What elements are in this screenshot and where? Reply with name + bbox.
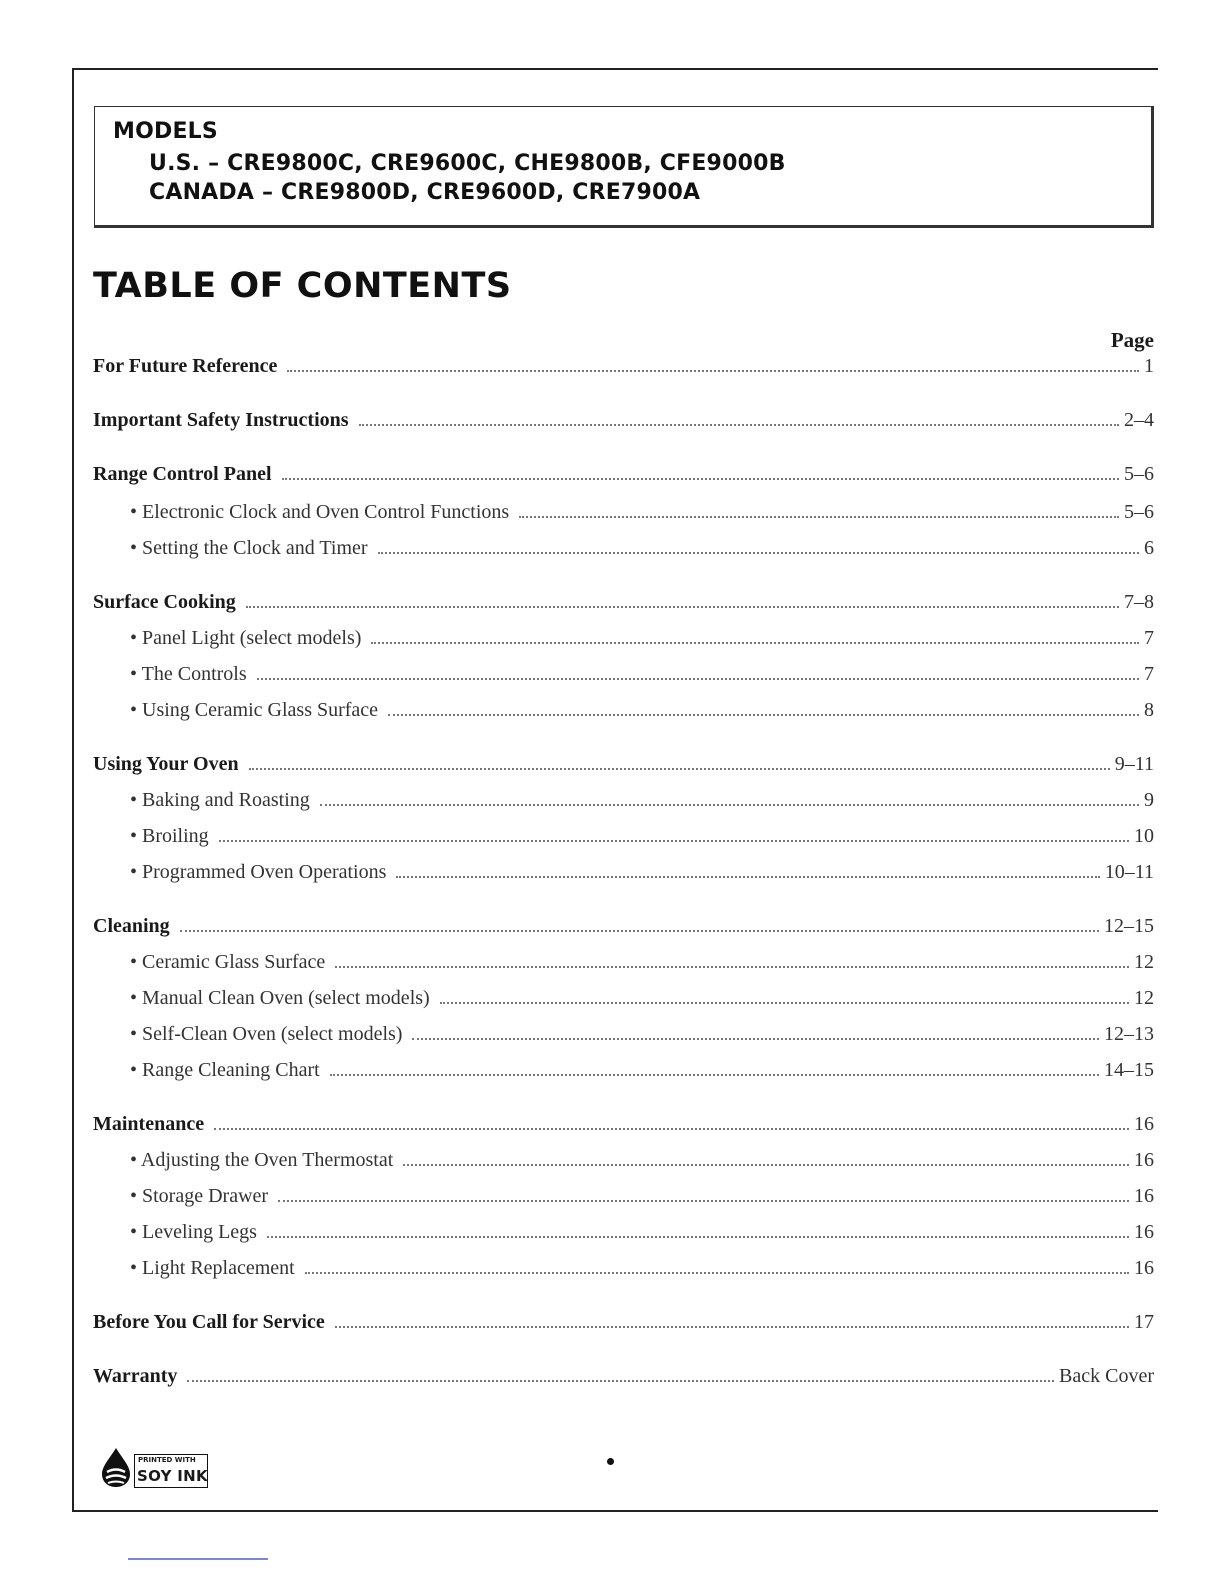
dot-leader xyxy=(246,606,1119,608)
toc-entry-label: Before You Call for Service xyxy=(93,1311,325,1333)
dot-leader xyxy=(287,370,1139,372)
toc-entry-label: • Ceramic Glass Surface xyxy=(130,951,326,973)
toc-entry-label: Warranty xyxy=(93,1365,178,1387)
dot-leader xyxy=(257,678,1139,680)
page-marker-dot xyxy=(607,1458,614,1465)
toc-entry-page: 2–4 xyxy=(1124,409,1154,431)
toc-entry-label: Maintenance xyxy=(93,1113,205,1135)
toc-entry-page: 5–6 xyxy=(1124,501,1154,523)
toc-entry-page: 8 xyxy=(1144,699,1154,721)
toc-entry-label: • Adjusting the Oven Thermostat xyxy=(130,1149,394,1171)
models-us-line: U.S. – CRE9800C, CRE9600C, CHE9800B, CFE9000B xyxy=(149,151,786,176)
toc-subentry-row xyxy=(130,818,1154,848)
soy-ink-top-label: PRINTED WITH xyxy=(138,1456,196,1464)
toc-subentry-row xyxy=(130,692,1154,722)
toc-section-row xyxy=(93,1106,1154,1136)
toc-section-row xyxy=(93,456,1154,486)
toc-subentry-row xyxy=(130,1214,1154,1244)
dot-leader xyxy=(335,966,1129,968)
toc-entry-label: • Electronic Clock and Oven Control Functions xyxy=(130,501,510,523)
dot-leader xyxy=(305,1272,1129,1274)
toc-entry-page: 12–13 xyxy=(1104,1023,1154,1045)
models-heading: MODELS xyxy=(113,119,218,144)
toc-entry-label: • Self-Clean Oven (select models) xyxy=(130,1023,403,1045)
dot-leader xyxy=(378,552,1139,554)
toc-entry-page: 6 xyxy=(1144,537,1154,559)
toc-entry-page: 7 xyxy=(1144,663,1154,685)
toc-subentry-row xyxy=(130,530,1154,560)
dot-leader xyxy=(335,1326,1129,1328)
dot-leader xyxy=(278,1200,1129,1202)
toc-entry-page: 12 xyxy=(1134,951,1154,973)
dot-leader xyxy=(519,516,1119,518)
dot-leader xyxy=(214,1128,1129,1130)
toc-subentry-row xyxy=(130,782,1154,812)
dot-leader xyxy=(371,642,1139,644)
toc-entry-label: • Programmed Oven Operations xyxy=(130,861,387,883)
toc-entry-page: 16 xyxy=(1134,1257,1154,1279)
toc-section-row xyxy=(93,746,1154,776)
toc-subentry-row xyxy=(130,944,1154,974)
dot-leader xyxy=(359,424,1119,426)
toc-entry-label: Range Control Panel xyxy=(93,463,272,485)
toc-section-row xyxy=(93,402,1154,432)
toc-subentry-row xyxy=(130,980,1154,1010)
dot-leader xyxy=(320,804,1139,806)
toc-entry-label: • Storage Drawer xyxy=(130,1185,269,1207)
toc-entry-page: 17 xyxy=(1134,1311,1154,1333)
dot-leader xyxy=(403,1164,1129,1166)
toc-section-row xyxy=(93,1358,1154,1388)
toc-entry-page: 16 xyxy=(1134,1221,1154,1243)
page-column-header: Page xyxy=(1110,328,1154,352)
toc-entry-label: • Panel Light (select models) xyxy=(130,627,362,649)
toc-entry-page: 7 xyxy=(1144,627,1154,649)
toc-entry-label: Surface Cooking xyxy=(93,591,236,613)
toc-entry-label: • Baking and Roasting xyxy=(130,789,310,811)
toc-section-row xyxy=(93,584,1154,614)
toc-entry-page: Back Cover xyxy=(1059,1365,1154,1387)
toc-section-row xyxy=(93,348,1154,378)
toc-subentry-row xyxy=(130,1016,1154,1046)
dot-leader xyxy=(396,876,1099,878)
dot-leader xyxy=(440,1002,1129,1004)
dot-leader xyxy=(388,714,1139,716)
toc-entry-label: • Range Cleaning Chart xyxy=(130,1059,320,1081)
dot-leader xyxy=(219,840,1129,842)
dot-leader xyxy=(330,1074,1099,1076)
toc-entry-page: 1 xyxy=(1144,355,1154,377)
toc-entry-label: Using Your Oven xyxy=(93,753,239,775)
models-canada-line: CANADA – CRE9800D, CRE9600D, CRE7900A xyxy=(149,180,701,205)
toc-entry-page: 5–6 xyxy=(1124,463,1154,485)
toc-entry-page: 9–11 xyxy=(1114,753,1154,775)
toc-entry-page: 16 xyxy=(1134,1149,1154,1171)
toc-entry-page: 7–8 xyxy=(1124,591,1154,613)
toc-subentry-row xyxy=(130,1250,1154,1280)
toc-entry-page: 14–15 xyxy=(1104,1059,1154,1081)
dot-leader xyxy=(267,1236,1129,1238)
toc-entry-label: Important Safety Instructions xyxy=(93,409,349,431)
toc-subentry-row xyxy=(130,854,1154,884)
dot-leader xyxy=(282,478,1119,480)
toc-entry-label: • Manual Clean Oven (select models) xyxy=(130,987,430,1009)
toc-entry-page: 12 xyxy=(1134,987,1154,1009)
toc-section-row xyxy=(93,1304,1154,1334)
models-box xyxy=(94,106,1154,228)
page-frame-top-rule xyxy=(72,68,1158,70)
dot-leader xyxy=(412,1038,1099,1040)
toc-entry-label: • Light Replacement xyxy=(130,1257,295,1279)
toc-entry-page: 16 xyxy=(1134,1113,1154,1135)
toc-section-row xyxy=(93,908,1154,938)
toc-entry-label: • Broiling xyxy=(130,825,209,847)
toc-title: TABLE OF CONTENTS xyxy=(93,266,512,306)
toc-entry-label: • Setting the Clock and Timer xyxy=(130,537,368,559)
toc-entry-label: • The Controls xyxy=(130,663,247,685)
toc-entry-label: For Future Reference xyxy=(93,355,278,377)
soy-ink-main-label: SOY INK xyxy=(137,1467,208,1485)
page-frame-left-rule xyxy=(72,68,74,1512)
toc-entry-page: 16 xyxy=(1134,1185,1154,1207)
toc-subentry-row xyxy=(130,494,1154,524)
dot-leader xyxy=(249,768,1110,770)
toc-entry-page: 10 xyxy=(1134,825,1154,847)
dot-leader xyxy=(187,1380,1054,1382)
toc-subentry-row xyxy=(130,620,1154,650)
toc-entry-label: • Leveling Legs xyxy=(130,1221,257,1243)
dot-leader xyxy=(180,930,1099,932)
toc-entry-page: 10–11 xyxy=(1104,861,1154,883)
toc-subentry-row xyxy=(130,1178,1154,1208)
toc-entry-label: • Using Ceramic Glass Surface xyxy=(130,699,379,721)
page-frame-bottom-rule xyxy=(72,1510,1158,1512)
scan-edge-line xyxy=(128,1558,268,1560)
toc-entry-page: 9 xyxy=(1144,789,1154,811)
toc-entry-label: Cleaning xyxy=(93,915,170,937)
toc-subentry-row xyxy=(130,1142,1154,1172)
toc-subentry-row xyxy=(130,656,1154,686)
toc-subentry-row xyxy=(130,1052,1154,1082)
toc-entry-page: 12–15 xyxy=(1104,915,1154,937)
